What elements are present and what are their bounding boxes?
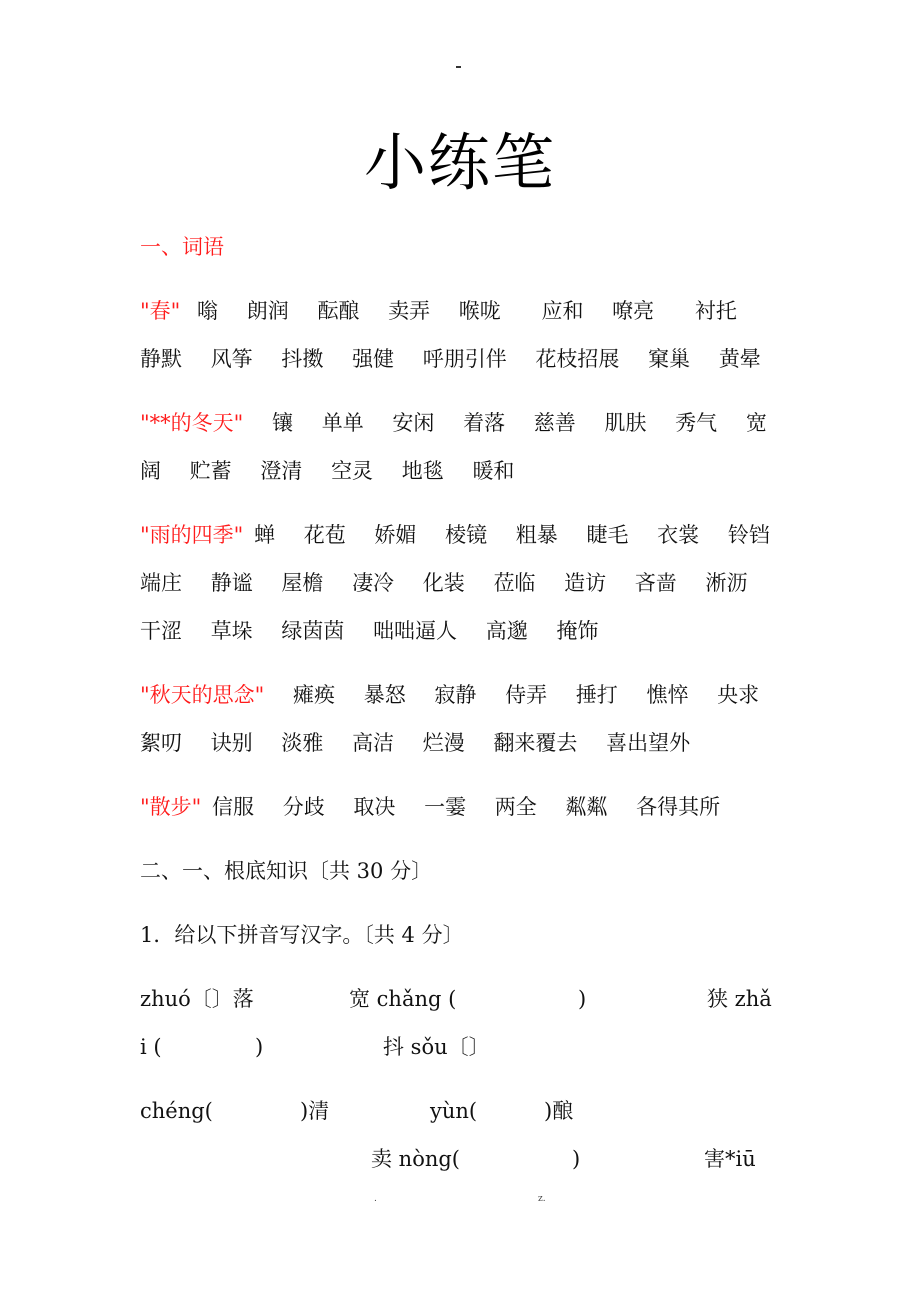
vocab-word: 衣裳 (657, 523, 700, 547)
vocab-word: 贮蓄 (189, 459, 232, 483)
vocab-word: 蝉 (254, 523, 276, 547)
footer-right-mark: z. (538, 1194, 546, 1204)
section-heading-vocabulary: 一、词语 (140, 235, 224, 259)
vocab-word: 淅沥 (705, 571, 748, 595)
vocab-word: 高邈 (485, 619, 528, 643)
pinyin-item-hai-xiu: 害*iū (704, 1147, 756, 1171)
vocab-word: 喜出望外 (606, 731, 691, 755)
pinyin-item-cheng-close: )清 (300, 1099, 330, 1123)
pinyin-item-cheng: chéng( (140, 1099, 213, 1123)
vocab-word: 喉咙 (458, 299, 501, 323)
vocab-word: 秀气 (675, 411, 718, 435)
group-label: "秋天的思念" (140, 683, 265, 707)
vocab-word: 干涩 (140, 619, 182, 643)
vocab-word: 风筝 (210, 347, 253, 371)
vocab-word: 侍弄 (505, 683, 548, 707)
vocab-word: 絮叨 (140, 731, 182, 755)
vocab-word: 酝酿 (317, 299, 360, 323)
vocab-word: 粗暴 (515, 523, 558, 547)
vocab-word: 强健 (352, 347, 395, 371)
vocab-word: 静默 (140, 347, 182, 371)
vocab-word: 寂静 (434, 683, 477, 707)
vocab-word: 嘹亮 (612, 299, 655, 323)
vocab-line (140, 568, 748, 598)
vocab-word: 镶 (272, 411, 294, 435)
pinyin-item-xia-zhai: 狭 zhǎ (707, 987, 772, 1011)
vocab-word: 一霎 (424, 795, 467, 819)
vocab-word: 翻来覆去 (493, 731, 578, 755)
vocab-word: 铃铛 (727, 523, 770, 547)
vocab-line (140, 456, 514, 486)
vocab-word: 卖弄 (388, 299, 431, 323)
vocab-line (140, 296, 737, 326)
group-label: "雨的四季" (140, 523, 244, 547)
vocab-word: 棱镜 (445, 523, 488, 547)
vocab-word: 烂漫 (422, 731, 465, 755)
vocab-word: 澄清 (260, 459, 303, 483)
vocab-word: 凄冷 (352, 571, 395, 595)
vocab-word: 朗润 (246, 299, 289, 323)
pinyin-item-zhuo: zhuó〔〕落 (140, 987, 254, 1011)
pinyin-item-yun: yùn( (430, 1099, 478, 1123)
vocab-word: 肌肤 (604, 411, 647, 435)
vocab-line (140, 680, 759, 710)
vocab-word: 莅临 (493, 571, 536, 595)
pinyin-item-kuan-chang: 宽 chǎng ( (349, 987, 457, 1011)
page-title: 小练笔 (363, 126, 556, 199)
section-heading-basics: 二、一、根底知识〔共 30 分〕 (140, 859, 433, 883)
vocab-word: 暖和 (472, 459, 515, 483)
vocab-line (140, 792, 720, 822)
vocab-word: 屋檐 (281, 571, 324, 595)
vocab-word: 静谧 (210, 571, 253, 595)
vocab-word: 阔 (140, 459, 161, 483)
vocab-word: 捶打 (575, 683, 618, 707)
vocab-word: 花枝招展 (535, 347, 620, 371)
pinyin-item-dou-sou: 抖 sǒu〔〕 (383, 1035, 490, 1059)
group-label: "春" (140, 299, 181, 323)
vocab-word: 瘫痪 (293, 683, 336, 707)
vocab-word: 造访 (564, 571, 607, 595)
vocab-word: 应和 (541, 299, 584, 323)
vocab-word: 憔悴 (646, 683, 689, 707)
vocab-line (140, 344, 761, 374)
vocab-word: 衬托 (694, 299, 737, 323)
vocab-word: 诀别 (210, 731, 253, 755)
vocab-word: 空灵 (331, 459, 374, 483)
vocab-word: 各得其所 (636, 795, 721, 819)
vocab-word: 咄咄逼人 (373, 619, 458, 643)
group-label: "**的冬天" (140, 411, 244, 435)
vocab-word: 睫毛 (586, 523, 629, 547)
vocab-word: 粼粼 (565, 795, 608, 819)
vocab-word: 化装 (422, 571, 465, 595)
vocab-word: 掩饰 (556, 619, 599, 643)
vocab-word: 信服 (212, 795, 255, 819)
vocab-word: 取决 (353, 795, 396, 819)
question-1-prompt: 1．给以下拼音写汉字。〔共 4 分〕 (140, 923, 464, 947)
vocab-word: 吝啬 (634, 571, 677, 595)
pinyin-item-kuan-chang-close: ) (578, 987, 587, 1011)
pinyin-item-mai-nong-close: ) (572, 1147, 581, 1171)
vocab-line (140, 616, 598, 646)
vocab-line (140, 520, 770, 550)
page-header-mark (456, 66, 461, 68)
pinyin-item-xia-zhai-close: ) (255, 1035, 264, 1059)
vocab-word: 娇媚 (374, 523, 417, 547)
vocab-word: 呼朋引伴 (422, 347, 507, 371)
vocab-word: 宽 (745, 411, 767, 435)
vocab-word: 分歧 (282, 795, 325, 819)
vocab-word: 单单 (321, 411, 364, 435)
vocab-word: 黄晕 (718, 347, 761, 371)
vocab-line (140, 728, 690, 758)
vocab-word: 抖擞 (281, 347, 324, 371)
vocab-word: 淡雅 (281, 731, 324, 755)
group-label: "散步" (140, 795, 202, 819)
footer-left-mark: . (374, 1194, 377, 1204)
vocab-line (140, 408, 767, 438)
pinyin-item-yun-close: )酿 (544, 1099, 574, 1123)
pinyin-item-xia-zhai-cont: i ( (140, 1035, 162, 1059)
vocab-word: 草垛 (210, 619, 253, 643)
vocab-word: 两全 (494, 795, 537, 819)
pinyin-item-mai-nong: 卖 nòng( (371, 1147, 461, 1171)
vocab-word: 窠巢 (648, 347, 691, 371)
vocab-word: 绿茵茵 (281, 619, 345, 643)
vocab-word: 花苞 (303, 523, 346, 547)
vocab-word: 端庄 (140, 571, 182, 595)
vocab-word: 嗡 (197, 299, 219, 323)
vocab-word: 暴怒 (363, 683, 406, 707)
vocab-word: 央求 (717, 683, 760, 707)
vocab-word: 着落 (463, 411, 506, 435)
vocab-word: 慈善 (533, 411, 576, 435)
vocab-word: 高洁 (352, 731, 395, 755)
vocab-word: 安闲 (392, 411, 435, 435)
vocab-word: 地毯 (401, 459, 444, 483)
